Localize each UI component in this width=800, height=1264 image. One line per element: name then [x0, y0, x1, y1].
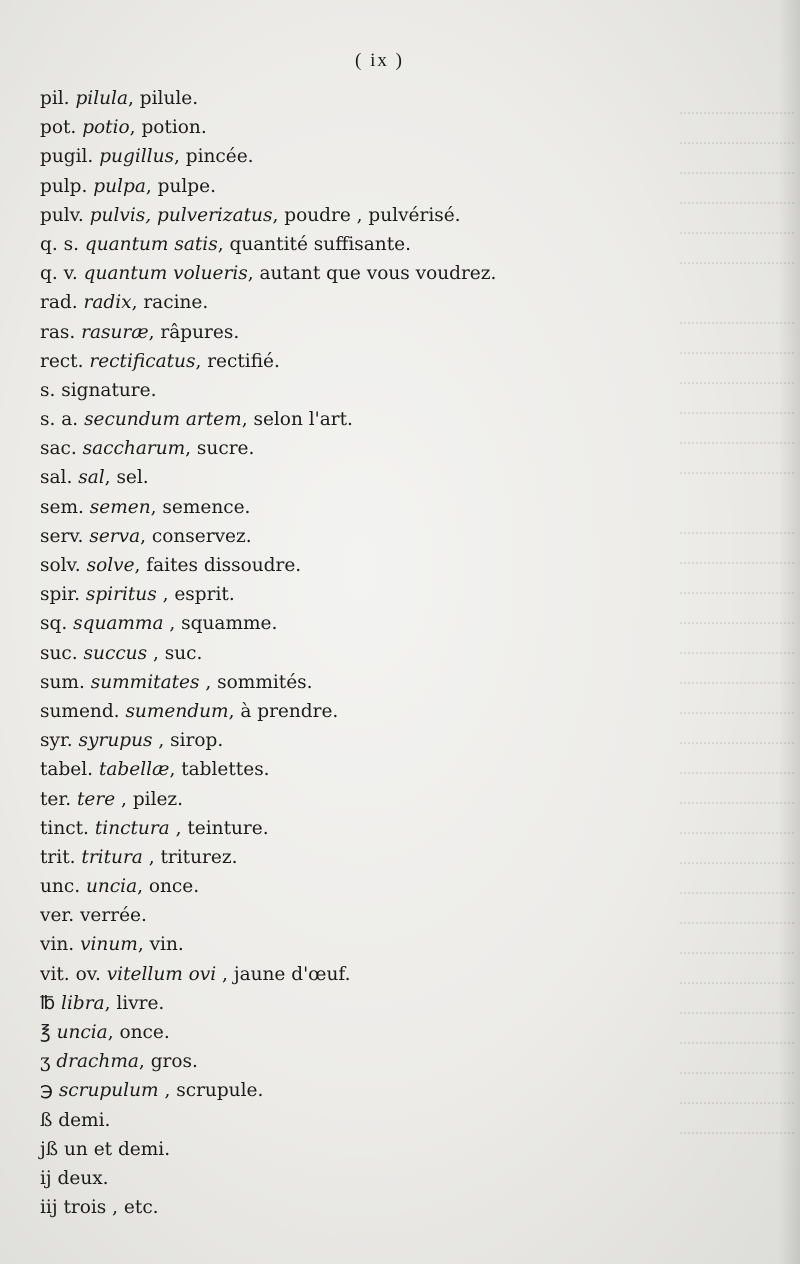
entry-abbreviation: tabel. — [40, 759, 94, 781]
entry-separator: , — [185, 438, 197, 460]
entry-separator: , — [128, 88, 140, 109]
abbreviation-entry — [40, 405, 600, 434]
abbreviation-entry — [40, 901, 600, 930]
entry-separator: , — [163, 613, 182, 635]
entry-separator: , — [115, 788, 133, 810]
entry-abbreviation: ℔ — [40, 992, 56, 1014]
entry-french-meaning: scrupule. — [176, 1080, 264, 1102]
entry-latin-term: potio — [82, 117, 130, 139]
entry-latin-term: succus — [83, 642, 148, 664]
abbreviation-entry — [40, 1135, 600, 1164]
entry-separator: , — [147, 642, 165, 664]
entry-separator: , — [217, 233, 230, 255]
entry-french-meaning: verrée. — [79, 905, 147, 927]
abbreviation-entry — [40, 376, 600, 405]
abbreviation-entry — [40, 551, 600, 580]
abbreviation-entry — [40, 843, 600, 872]
entry-french-meaning: sucre. — [196, 438, 255, 460]
entry-separator: , — [148, 321, 161, 343]
entry-abbreviation: spir. — [40, 584, 80, 606]
entry-french-meaning: tablettes. — [181, 759, 270, 781]
entry-french-meaning: sel. — [116, 467, 149, 489]
entry-abbreviation: sumend. — [40, 700, 120, 722]
entry-french-meaning: pulpe. — [157, 175, 216, 197]
entry-separator: , — [104, 467, 117, 489]
entry-latin-term: squamma — [73, 613, 164, 635]
entry-abbreviation: sq. — [40, 613, 68, 635]
abbreviation-entry — [40, 463, 600, 492]
entry-french-meaning: gros. — [150, 1051, 198, 1073]
abbreviation-entry — [40, 172, 600, 201]
abbreviation-entry — [40, 1047, 600, 1076]
abbreviation-entry — [40, 697, 600, 726]
entry-french-meaning: faites dissoudre. — [146, 555, 302, 576]
entry-french-meaning: squamme. — [181, 613, 278, 635]
entry-latin-term: rasuræ — [81, 321, 149, 343]
abbreviation-entry — [40, 960, 600, 989]
abbreviation-entry — [40, 989, 600, 1018]
abbreviation-entry — [40, 814, 600, 843]
entry-separator: , — [107, 1022, 120, 1043]
entry-abbreviation: pugil. — [40, 146, 94, 168]
page-number: ( ix ) — [355, 50, 404, 71]
abbreviation-list — [40, 84, 600, 1222]
abbreviation-entry — [40, 755, 600, 784]
abbreviation-entry — [40, 726, 600, 755]
entry-abbreviation: jß — [40, 1138, 59, 1160]
entry-french-meaning: un et demi. — [63, 1138, 171, 1160]
entry-french-meaning: vin. — [149, 934, 184, 956]
entry-abbreviation: iij — [40, 1197, 58, 1219]
entry-latin-term: radix — [83, 292, 132, 314]
abbreviation-entry — [40, 785, 600, 814]
entry-french-meaning: once. — [148, 876, 200, 898]
entry-latin-term: saccharum — [82, 438, 186, 460]
entry-latin-term: uncia — [56, 1022, 108, 1043]
entry-abbreviation: vit. ov. — [40, 963, 101, 985]
entry-abbreviation: tinct. — [40, 817, 89, 839]
entry-latin-term: quantum volueris — [83, 263, 248, 285]
entry-abbreviation: vin. — [40, 934, 75, 956]
entry-separator: , — [156, 584, 175, 606]
entry-separator: , — [150, 496, 163, 518]
entry-french-meaning: autant que vous voudrez. — [259, 263, 497, 285]
entry-latin-term: pugillus — [99, 146, 174, 168]
abbreviation-entry — [40, 1076, 600, 1105]
entry-latin-term: vinum — [80, 934, 138, 956]
entry-french-meaning: semence. — [162, 496, 251, 518]
entry-latin-term: vitellum ovi — [106, 963, 217, 985]
entry-latin-term: semen — [89, 496, 151, 518]
entry-abbreviation: pulp. — [40, 175, 88, 197]
entry-french-meaning: potion. — [141, 117, 207, 139]
abbreviation-entry — [40, 347, 600, 376]
entry-french-meaning: teinture. — [187, 817, 269, 839]
entry-french-meaning: pilez. — [132, 788, 184, 810]
entry-latin-term: syrupus — [78, 730, 153, 752]
entry-separator: , — [169, 759, 182, 781]
entry-abbreviation: s. a. — [40, 409, 79, 431]
entry-abbreviation: pulv. — [40, 204, 84, 226]
entry-separator: , — [138, 1051, 151, 1073]
entry-french-meaning: râpures. — [160, 321, 240, 343]
entry-french-meaning: racine. — [143, 292, 209, 314]
entry-french-meaning: quantité suffisante. — [229, 233, 411, 255]
abbreviation-entry — [40, 113, 600, 142]
entry-abbreviation: ℥ — [40, 1022, 51, 1043]
abbreviation-entry — [40, 493, 600, 522]
entry-separator: , — [247, 263, 260, 285]
entry-abbreviation: sal. — [40, 467, 73, 489]
entry-latin-term: uncia — [85, 876, 138, 898]
entry-separator: , — [195, 350, 208, 372]
entry-latin-term: spiritus — [85, 584, 157, 606]
entry-abbreviation: sum. — [40, 671, 85, 693]
entry-french-meaning: conservez. — [151, 525, 252, 547]
entry-abbreviation: ver. — [40, 905, 75, 927]
entry-latin-term: rectificatus — [89, 350, 196, 372]
reverse-page-bleed-through: ............................. ............................. ............................. ............................. ............................. ............................. ............................. ............................. ............................. ............................. ............................. ............................. ............................. ............................. ............................. ............................. ............................. ............................. ............................. ............................. ............................. ............................. ............................. ............................. ............................. ............................. ............................. ............................. ............................. ............................. ............................. ............................. ............................. — [679, 101, 795, 1138]
entry-latin-term: sal — [78, 467, 105, 489]
entry-latin-term: libra — [61, 992, 105, 1014]
abbreviation-entry — [40, 259, 600, 288]
abbreviation-entry — [40, 639, 600, 668]
entry-latin-term: tinctura — [94, 817, 170, 839]
entry-separator: , — [137, 876, 149, 898]
entry-separator: , — [142, 846, 161, 868]
entry-french-meaning: suc. — [164, 642, 203, 664]
entry-abbreviation: ter. — [40, 788, 72, 810]
entry-latin-term: tritura — [81, 846, 143, 868]
entry-separator: , — [173, 146, 186, 168]
entry-abbreviation: solv. — [40, 555, 81, 576]
abbreviation-entry — [40, 1018, 600, 1047]
abbreviation-entry — [40, 288, 600, 317]
entry-abbreviation: q. s. — [40, 233, 79, 255]
entry-abbreviation: sem. — [40, 496, 84, 518]
abbreviation-entry — [40, 318, 600, 347]
entry-latin-term: sumendum — [125, 700, 229, 722]
entry-french-meaning: livre. — [116, 992, 165, 1014]
entry-french-meaning: esprit. — [174, 584, 235, 606]
entry-french-meaning: demi. — [58, 1109, 111, 1131]
abbreviation-entry — [40, 580, 600, 609]
entry-french-meaning: signature. — [61, 379, 157, 401]
entry-separator: , — [158, 1080, 177, 1102]
abbreviation-entry — [40, 522, 600, 551]
entry-separator: , — [104, 992, 117, 1014]
entry-abbreviation: s. — [40, 379, 56, 401]
entry-french-meaning: once. — [119, 1022, 170, 1043]
abbreviation-entry — [40, 1106, 600, 1135]
entry-abbreviation: ʒ — [40, 1051, 51, 1073]
abbreviation-entry — [40, 84, 600, 113]
entry-latin-term: pulpa — [93, 175, 146, 197]
entry-abbreviation: pot. — [40, 117, 77, 139]
entry-french-meaning: selon l'art. — [253, 409, 353, 431]
entry-latin-term: tabellæ — [98, 759, 170, 781]
abbreviation-entry — [40, 1193, 600, 1222]
entry-french-meaning: triturez. — [160, 846, 238, 868]
entry-latin-term: pilula — [75, 88, 128, 109]
entry-french-meaning: sommités. — [217, 671, 313, 693]
entry-latin-term: scrupulum — [58, 1080, 159, 1102]
entry-separator: , — [199, 671, 218, 693]
entry-abbreviation: ras. — [40, 321, 76, 343]
entry-latin-term: pulvis, pulverizatus — [89, 204, 273, 226]
entry-separator: , — [169, 817, 188, 839]
entry-latin-term: tere — [76, 788, 116, 810]
entry-separator: , — [216, 963, 234, 985]
entry-separator: , — [140, 525, 152, 547]
page-edge-shadow — [778, 0, 800, 1264]
entry-separator: , — [241, 409, 254, 431]
entry-latin-term: serva — [89, 525, 141, 547]
entry-latin-term: solve — [86, 555, 135, 576]
entry-latin-term: quantum satis — [84, 233, 218, 255]
entry-french-meaning: deux. — [57, 1167, 109, 1189]
entry-french-meaning: rectifié. — [207, 350, 280, 372]
entry-abbreviation: rect. — [40, 350, 84, 372]
entry-abbreviation: unc. — [40, 876, 81, 898]
entry-abbreviation: ij — [40, 1167, 52, 1189]
abbreviation-entry — [40, 201, 600, 230]
abbreviation-entry — [40, 142, 600, 171]
entry-separator: , — [131, 292, 144, 314]
entry-latin-term: secundum artem — [84, 409, 242, 431]
entry-abbreviation: pil. — [40, 88, 70, 109]
entry-separator: , — [272, 204, 285, 226]
entry-french-meaning: à prendre. — [240, 700, 339, 722]
entry-french-meaning: pilule. — [139, 88, 199, 109]
abbreviation-entry — [40, 872, 600, 901]
entry-abbreviation: q. v. — [40, 263, 78, 285]
entry-separator: , — [129, 117, 142, 139]
entry-abbreviation: ℈ — [40, 1080, 53, 1102]
abbreviation-entry — [40, 609, 600, 638]
abbreviation-entry — [40, 434, 600, 463]
abbreviation-entry — [40, 1164, 600, 1193]
entry-french-meaning: poudre , pulvérisé. — [284, 204, 461, 226]
entry-abbreviation: rad. — [40, 292, 78, 314]
entry-french-meaning: trois , etc. — [63, 1197, 159, 1219]
abbreviation-entry — [40, 668, 600, 697]
entry-abbreviation: suc. — [40, 642, 78, 664]
entry-latin-term: summitates — [90, 671, 200, 693]
entry-abbreviation: serv. — [40, 525, 84, 547]
entry-separator: , — [145, 175, 158, 197]
entry-latin-term: drachma — [56, 1051, 139, 1073]
entry-separator: , — [137, 934, 150, 956]
entry-abbreviation: ß — [40, 1109, 53, 1131]
entry-abbreviation: sac. — [40, 438, 77, 460]
entry-separator: , — [152, 730, 171, 752]
entry-separator: , — [228, 700, 241, 722]
entry-separator: , — [134, 555, 147, 576]
abbreviation-entry — [40, 930, 600, 959]
entry-french-meaning: jaune d'œuf. — [233, 963, 351, 985]
entry-french-meaning: pincée. — [185, 146, 254, 168]
abbreviation-entry — [40, 230, 600, 259]
entry-abbreviation: trit. — [40, 846, 76, 868]
entry-french-meaning: sirop. — [170, 730, 224, 752]
entry-abbreviation: syr. — [40, 730, 73, 752]
